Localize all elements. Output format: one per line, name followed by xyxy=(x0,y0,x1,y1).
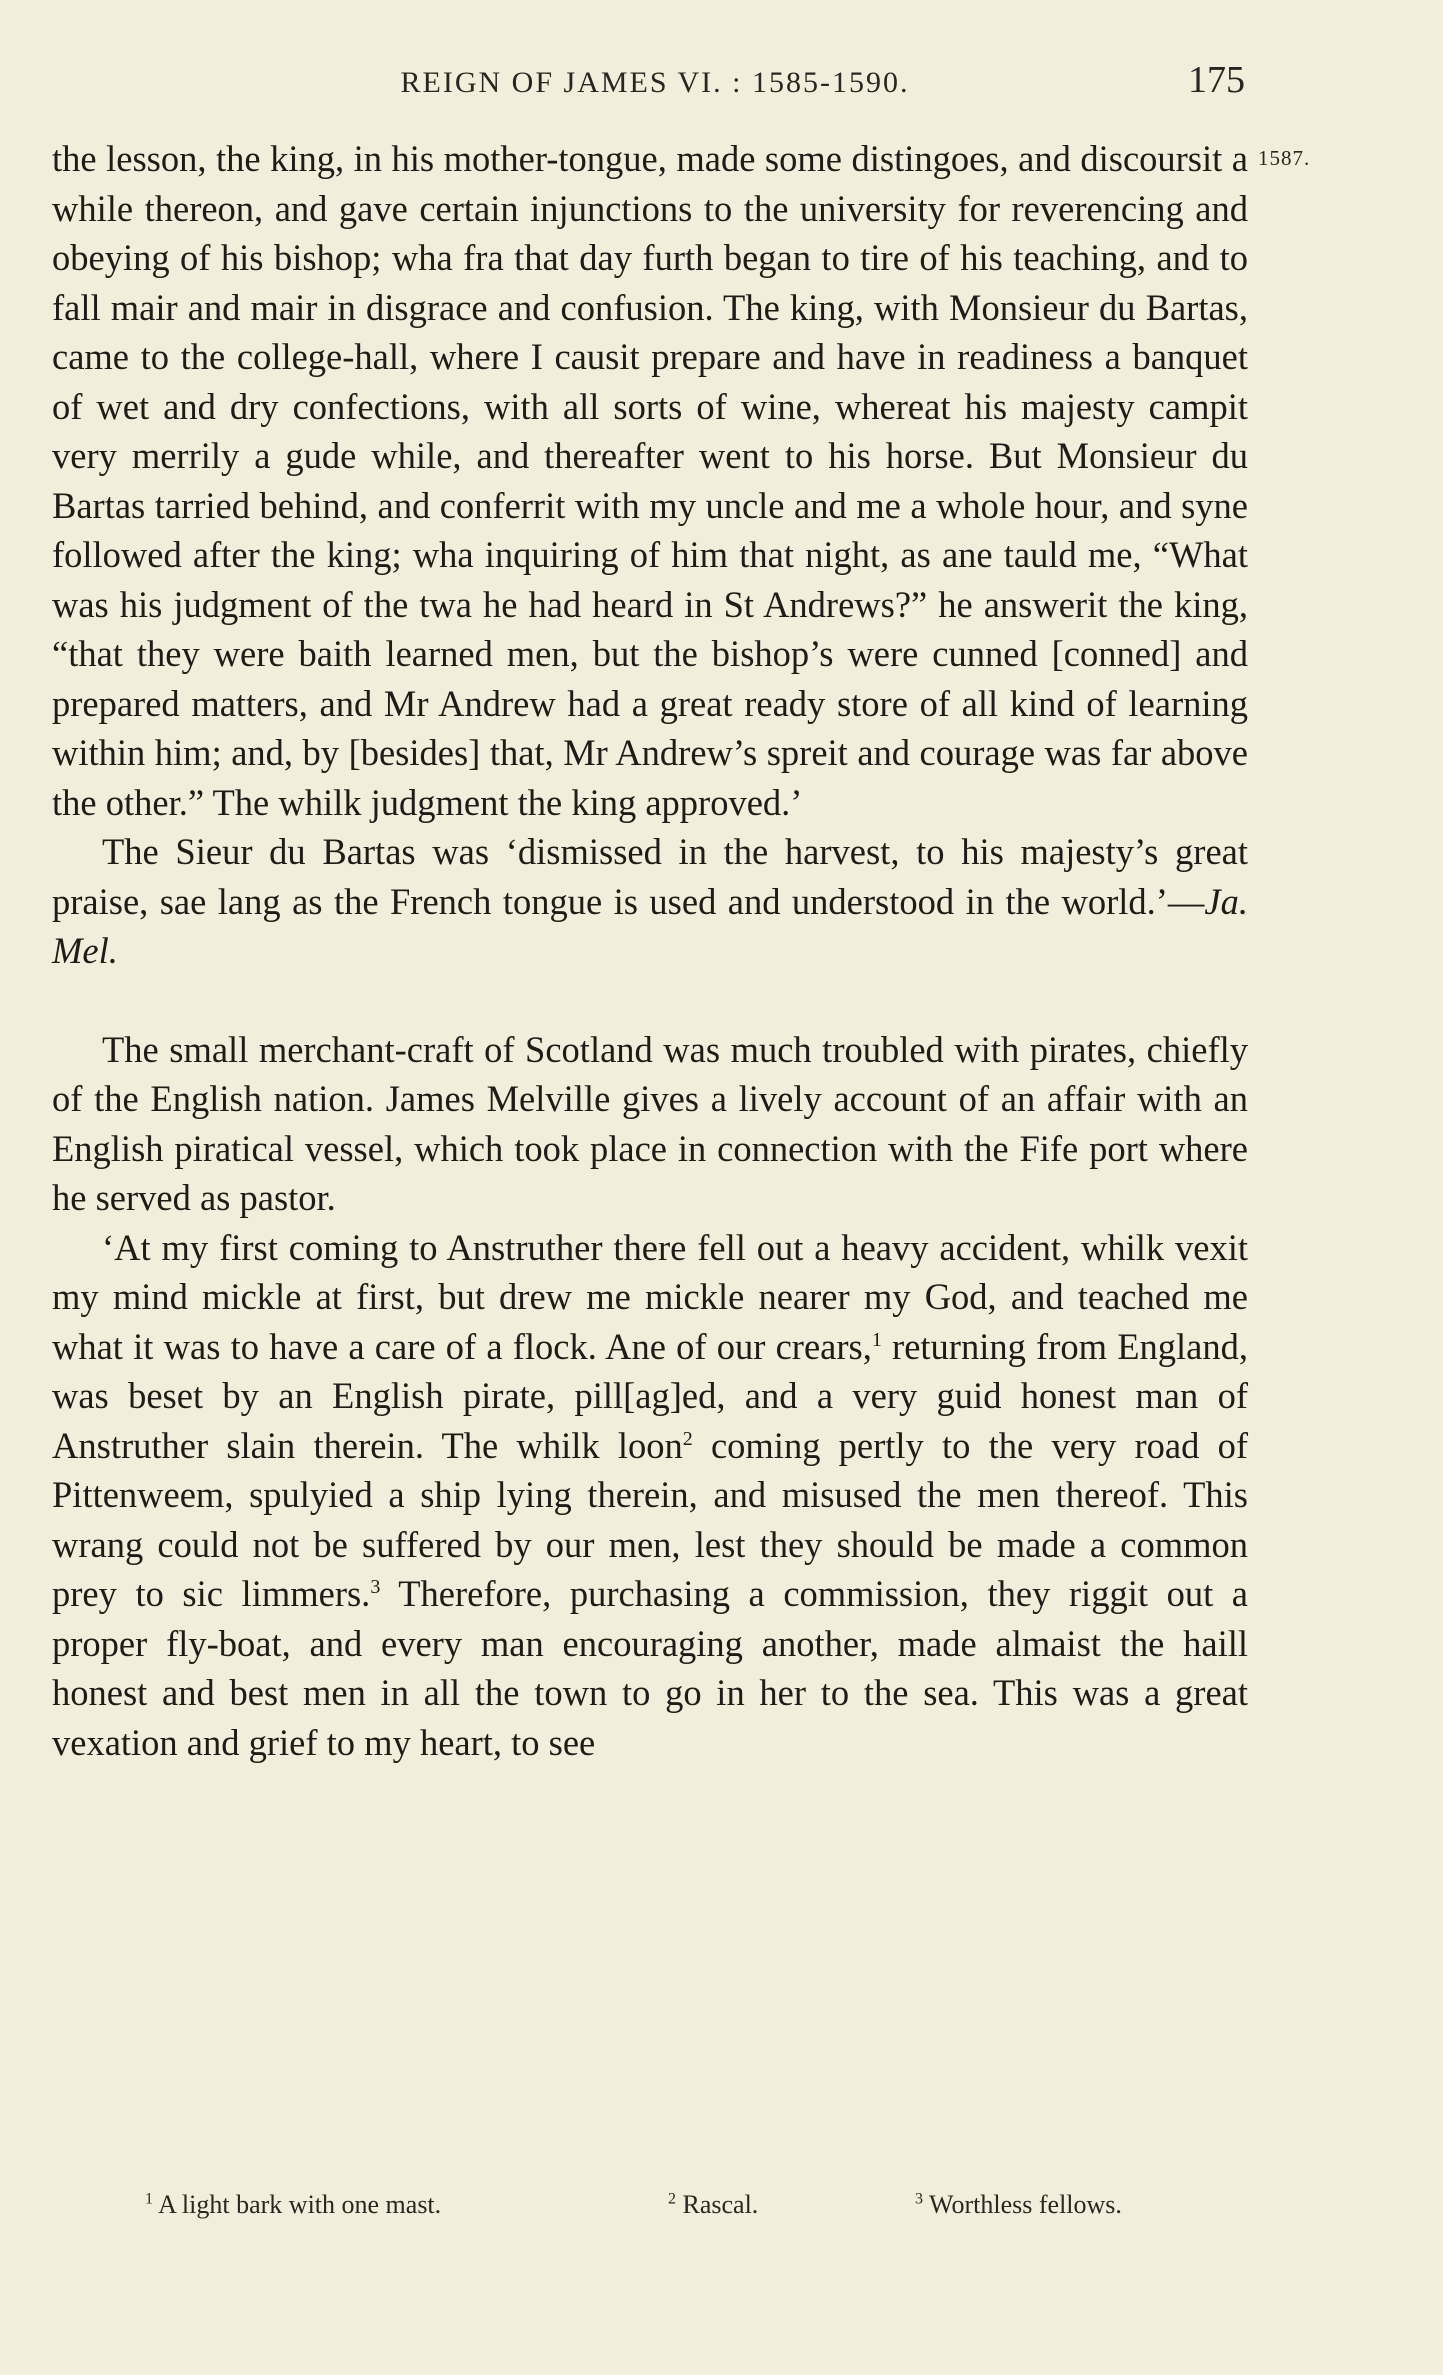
footnote-ref-3: 3 xyxy=(370,1575,381,1598)
footnote-ref-2: 2 xyxy=(682,1427,693,1450)
footnote-3-marker: 3 xyxy=(915,2190,923,2208)
body-text xyxy=(52,134,1248,1767)
page-number: 175 xyxy=(1188,59,1245,101)
paragraph-2-text: The Sieur du Bartas was ‘dismissed in the harvest, to his majesty’s great praise, sae lang as the French tongue is used and understood in the world.’— xyxy=(52,831,1248,922)
paragraph-4-part-c: coming pertly to the very road of Pittenweem, spulyied a ship lying therein, and misused the men thereof. This wrang could not be suffered by our men, lest they should be made a common prey to sic limmers. xyxy=(52,1424,1249,1614)
footnote-3 xyxy=(915,2190,1122,2220)
paragraph-4-part-b: returning from England, was beset by an English pirate, pill[ag]ed, and a very guid honest man of Anstruther slain therein. The whilk loon xyxy=(52,1325,1248,1466)
footnote-3-text: Worthless fellows. xyxy=(929,2190,1122,2219)
footnote-1-text: A light bark with one mast. xyxy=(158,2190,442,2219)
page-header xyxy=(0,58,1443,108)
footnote-ref-1: 1 xyxy=(871,1328,882,1351)
paragraph-2 xyxy=(52,827,1248,976)
footnote-1 xyxy=(145,2190,441,2220)
footnote-2-text: Rascal. xyxy=(682,2190,759,2219)
running-title: REIGN OF JAMES VI. : 1585-1590. xyxy=(400,66,910,99)
margin-year-note: 1587. xyxy=(1258,146,1311,170)
paragraph-3: The small merchant-craft of Scotland was much troubled with pirates, chiefly of the English nation. James Melville gives a lively account of an affair with an English piratical vessel, which took place in connection with the Fife port where he served as pastor. xyxy=(52,1028,1248,1218)
footnote-1-marker: 1 xyxy=(145,2190,153,2208)
paragraph-4 xyxy=(52,1223,1248,1768)
footnote-2-marker: 2 xyxy=(668,2190,676,2208)
attribution: Ja. Mel. xyxy=(52,880,1248,971)
footnotes xyxy=(0,2190,1443,2230)
paragraph-4-part-a: ‘At my first coming to Anstruther there fell out a heavy accident, whilk vexit my mind mickle at first, but drew me mickle nearer my God, and teached me what it was to have a care of a flock. Ane of our crears, xyxy=(52,1226,1248,1367)
paragraph-4-part-d: Therefore, purchasing a commission, they riggit out a proper fly-boat, and every man encouraging another, made almaist the haill honest and best men in all the town to go in her to the sea. This was a great vexation and grief to my heart, to see xyxy=(52,1573,1248,1763)
footnote-2 xyxy=(668,2190,758,2220)
paragraph-1: the lesson, the king, in his mother-tongue, made some distingoes, and discoursit a while thereon, and gave certain injunctions to the university for reverencing and obeying of his bishop; wha fra that day furth began to tire of his teaching, and to fall mair and mair in disgrace and confusion. The king, with Monsieur du Bartas, came to the college-hall, where I causit prepare and have in readiness a banquet of wet and dry confections, with all sorts of wine, whereat his majesty campit very merrily a gude while, and thereafter went to his horse. But Monsieur du Bartas tarried behind, and conferrit with my uncle and me a whole hour, and syne followed after the king; wha inquiring of him that night, as ane tauld me, “What was his judgment of the twa he had heard in St Andrews?” he answerit the king, “that they were baith learned men, but the bishop’s were cunned [conned] and prepared matters, and Mr Andrew had a great ready store of all kind of learning within him; and, by [besides] that, Mr Andrew’s spreit and courage was far above the other.” The whilk judgment the king approved.’ xyxy=(52,138,1248,823)
